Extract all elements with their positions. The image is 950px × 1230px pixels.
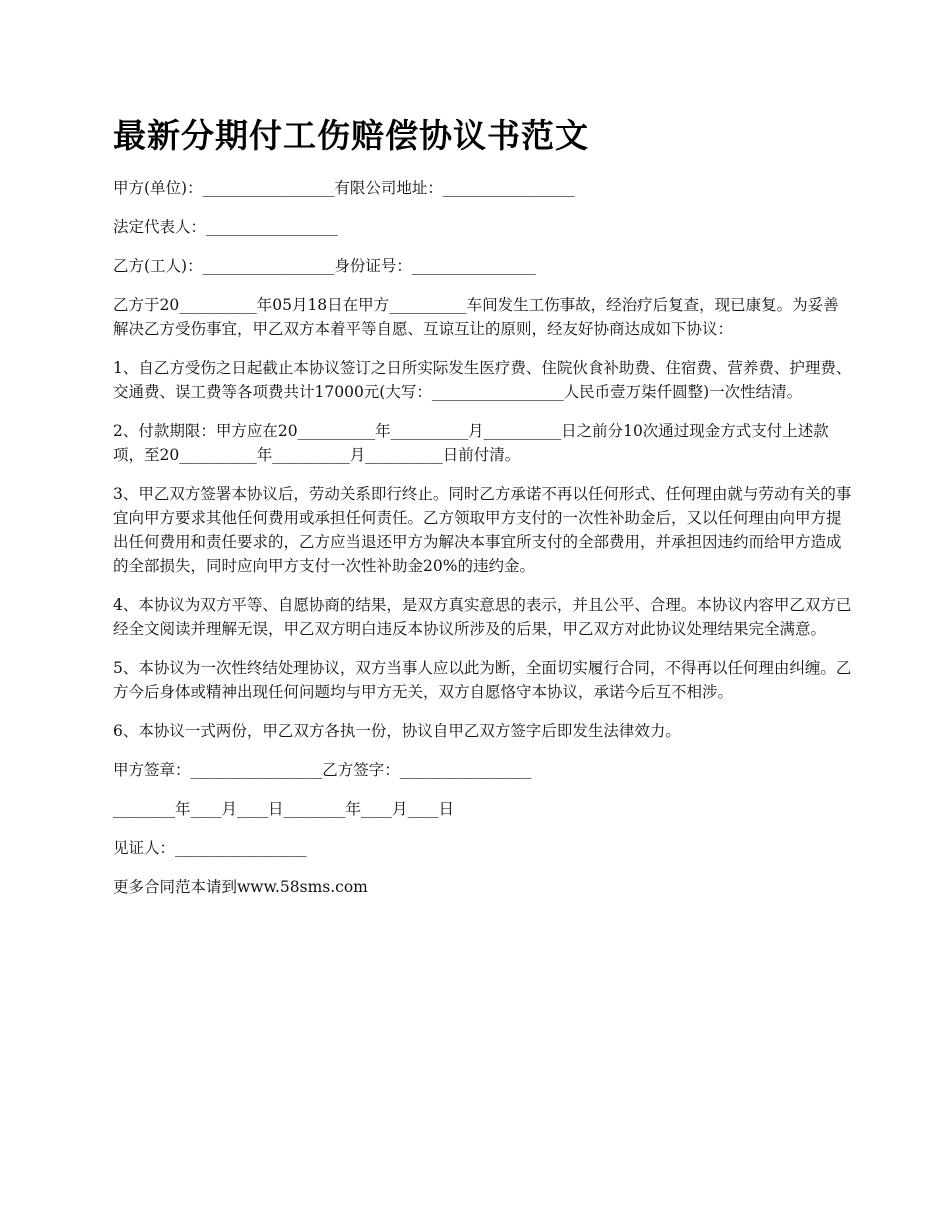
signature-line: 甲方签章：_________________乙方签字：_________________ <box>113 761 532 779</box>
party-b-line: 乙方(工人)：_________________身份证号：________________ <box>113 257 536 275</box>
clause-3: 3、甲乙双方签署本协议后，劳动关系即行终止。同时乙方承诺不再以任何形式、任何理由就与劳动有关的事宜向甲方要求其他任何费用或承担任何责任。乙方领取甲方支付的一次性补助金后，又以任何理由向甲方提出任何费用和责任要求的，乙方应当退还甲方为解决本事宜所支付的全部费用，并承担因违约而给甲方造成的全部损失，同时应向甲方支付一次性补助金20%的违约金。 <box>113 485 852 575</box>
clause-6: 6、本协议一式两份，甲乙双方各执一份，协议自甲乙双方签字后即发生法律效力。 <box>113 722 681 740</box>
party-a-line: 甲方(单位)：_________________有限公司地址：_________________ <box>113 179 575 197</box>
footer-note: 更多合同范本请到www.58sms.com <box>113 878 368 896</box>
legal-representative-line: 法定代表人：_________________ <box>113 218 338 236</box>
clause-4: 4、本协议为双方平等、自愿协商的结果，是双方真实意思的表示，并且公平、合理。本协议内容甲乙双方已经全文阅读并理解无误，甲乙双方明白违反本协议所涉及的后果，甲乙双方对此协议处理结果完全满意。 <box>113 596 852 638</box>
clause-1: 1、自乙方受伤之日起截止本协议签订之日所实际发生医疗费、住院伙食补助费、住宿费、营养费、护理费、交通费、误工费等各项费共计17000元(大写：_________________人民币壹万柒仟圆整)一次性结清。 <box>113 359 852 401</box>
document-page <box>113 112 853 914</box>
date-line: ________年____月____日________年____月____日 <box>113 800 455 818</box>
clause-5: 5、本协议为一次性终结处理协议，双方当事人应以此为断，全面切实履行合同，不得再以任何理由纠缠。乙方今后身体或精神出现任何问题均与甲方无关，双方自愿恪守本协议，承诺今后互不相涉。 <box>113 659 852 701</box>
intro-paragraph: 乙方于20__________年05月18日在甲方__________车间发生工伤事故，经治疗后复查，现已康复。为妥善解决乙方受伤事宜，甲乙双方本着平等自愿、互谅互让的原则，经友好协商达成如下协议： <box>113 296 839 338</box>
clause-2: 2、付款期限：甲方应在20__________年__________月__________日之前分10次通过现金方式支付上述款项，至20__________年__________月__________日前付清。 <box>113 422 829 464</box>
witness-line: 见证人：_________________ <box>113 839 307 857</box>
document-title: 最新分期付工伤赔偿协议书范文 <box>113 116 589 155</box>
